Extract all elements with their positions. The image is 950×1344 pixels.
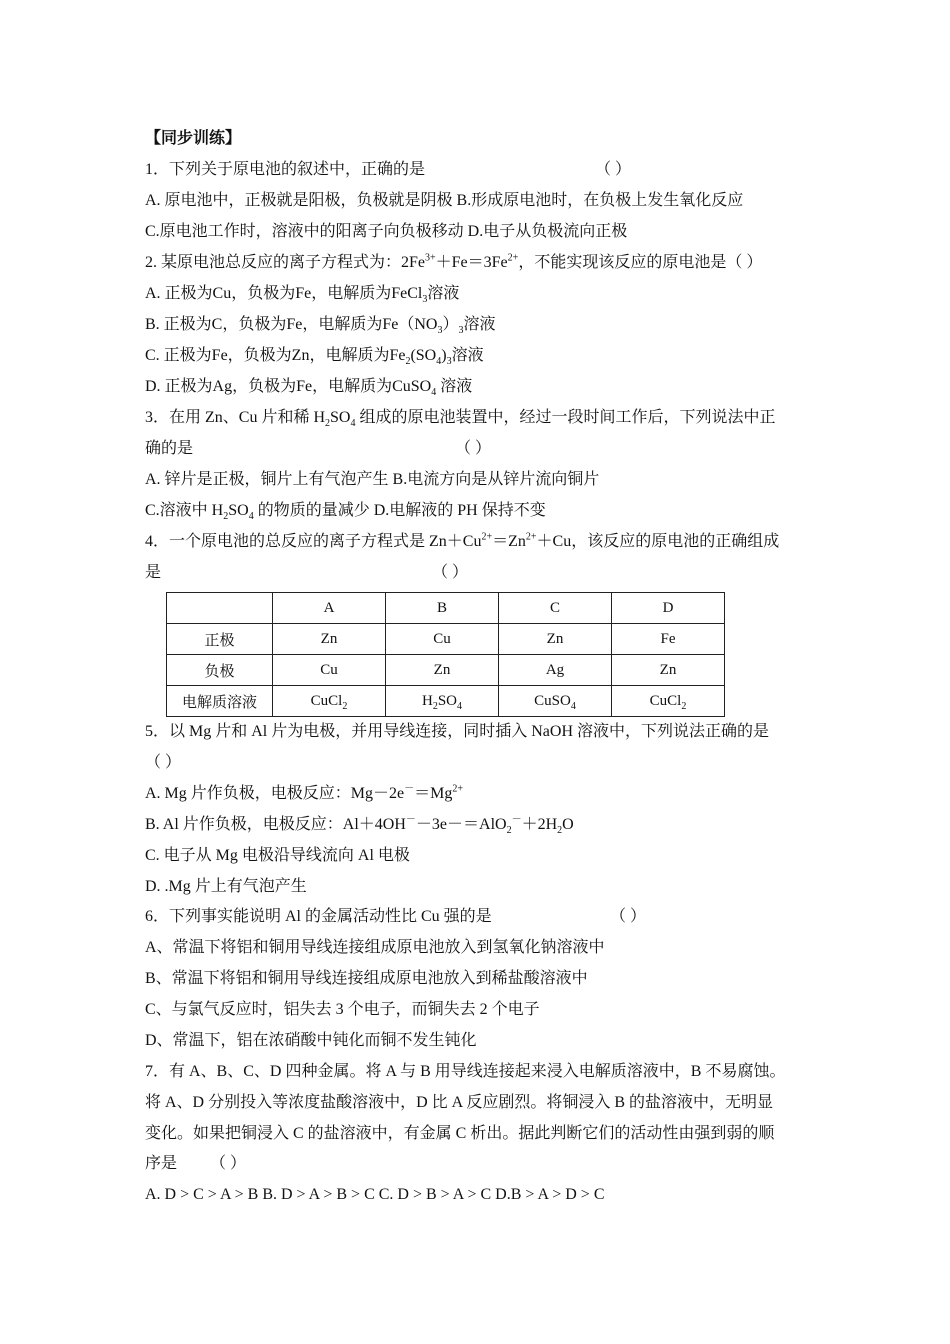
table-row — [167, 655, 725, 686]
q1-text: 1．下列关于原电池的叙述中，正确的是 — [145, 161, 426, 178]
q2-sup: 3+ — [425, 252, 436, 264]
q2-option-b: B. 正极为C，负极为Fe，电解质为$Fe(NO_3)_3$溶液 — [145, 316, 496, 337]
table-cell: Zn — [499, 624, 612, 655]
question-3-stem-cont: 确的是 （ ） — [145, 440, 492, 457]
q2-option-d: D. 正极为Ag，负极为Fe，电解质为CuSO$_4$ 溶液 — [145, 378, 473, 399]
question-1-stem — [145, 160, 632, 180]
q2-option-c: C. 正极为Fe，负极为Zn，电解质为$Fe_2(SO_4)_3$溶液 — [145, 347, 484, 368]
table-cell: Fe — [612, 624, 725, 655]
question-7-line-1: 7．有 A、B、C、D 四种金属。将 A 与 B 用导线连接起来浸入电解质溶液中，B 不易腐蚀。 — [145, 1063, 786, 1080]
question-5-stem: 5．以 Mg 片和 Al 片为电极，并用导线连接，同时插入 NaOH 溶液中，下列说法正确的是 — [145, 723, 769, 740]
q4-answer-bracket: （ ） — [432, 564, 469, 581]
q6-option-c: C、与氯气反应时，铝失去 3 个电子，而铜失去 2 个电子 — [145, 1001, 540, 1018]
q1-options-cd: C.原电池工作时，溶液中的阳离子向负极移动 D.电子从负极流向正极 — [145, 223, 628, 240]
question-7-line-3: 变化。如果把铜浸入 C 的盐溶液中，有金属 C 析出。据此判断它们的活动性由强到弱的顺 — [145, 1125, 775, 1142]
question-7-line-2: 将 A、D 分别投入等浓度盐酸溶液中，D 比 A 反应剧烈。将铜浸入 B 的盐溶液中，无明显 — [145, 1094, 774, 1111]
q1-answer-bracket: （ ） — [595, 161, 632, 178]
table-cell: Zn — [386, 655, 499, 686]
q2-text: 2. 某原电池总反应的离子方程式为：2Fe — [145, 254, 426, 271]
table-cell: CuCl$_2$ — [612, 686, 725, 717]
table-cell: Cu — [273, 655, 386, 686]
q2-text: ＋Fe＝3Fe — [435, 254, 508, 271]
table-cell: Ag — [499, 655, 612, 686]
table-cell: 负极 — [167, 655, 273, 686]
question-4-stem: 4．一个原电池的总反应的离子方程式是 $Zn+Cu^{2+}=Zn^{2+}+Cu$，该反应的原电池的正确组成 — [145, 531, 780, 550]
question-3-stem: 3．在用 Zn、Cu 片和稀 $H_2SO_4$ 组成的原电池装置中，经过一段时间工作后，下列说法中正 — [145, 409, 776, 430]
q5-option-c: C. 电子从 Mg 电极沿导线流向 Al 电极 — [145, 847, 410, 864]
q2-text: ，不能实现该反应的原电池是（ ） — [518, 254, 763, 271]
table-cell: A — [273, 593, 386, 624]
q6-option-d: D、常温下，铝在浓硝酸中钝化而铜不发生钝化 — [145, 1032, 477, 1049]
table-cell: D — [612, 593, 725, 624]
table-cell: C — [499, 593, 612, 624]
question-7-line-4: 序是 （ ） — [145, 1155, 247, 1172]
table-row — [167, 593, 725, 624]
q5-answer-bracket: （ ） — [145, 754, 182, 771]
q6-option-b: B、常温下将铝和铜用导线连接组成原电池放入到稀盐酸溶液中 — [145, 970, 588, 987]
q4-answer-table — [166, 592, 725, 717]
table-cell: Cu — [386, 624, 499, 655]
table-row — [167, 624, 725, 655]
question-2-stem — [145, 253, 762, 273]
table-cell: Zn — [612, 655, 725, 686]
table-cell: $H_2SO_4$ — [386, 686, 499, 717]
q2-sup: 2+ — [507, 252, 519, 264]
section-heading: 【同步训练】 — [145, 128, 242, 147]
q3-options-cd: C.溶液中 $H_2SO_4$ 的物质的量减少 D.电解液的 PH 保持不变 — [145, 502, 546, 523]
table-cell: Zn — [273, 624, 386, 655]
q5-option-a: A. Mg 片作负极，电极反应：$Mg-2e^-=Mg^{2+}$ — [145, 783, 463, 802]
question-4-stem-cont: 是 （ ） — [145, 564, 469, 581]
q1-options-ab: A. 原电池中，正极就是阳极，负极就是阴极 B.形成原电池时，在负极上发生氧化反应 — [145, 192, 744, 209]
table-cell — [167, 593, 273, 624]
q3-answer-bracket: （ ） — [455, 440, 492, 457]
table-row — [167, 686, 725, 717]
table-cell: 电解质溶液 — [167, 686, 273, 717]
table-cell: 正极 — [167, 624, 273, 655]
q2-option-a: A. 正极为Cu，负极为Fe，电解质为FeCl$_3$溶液 — [145, 285, 460, 306]
q3-options-ab: A. 锌片是正极，铜片上有气泡产生 B.电流方向是从锌片流向铜片 — [145, 471, 600, 488]
q6-option-a: A、常温下将铝和铜用导线连接组成原电池放入到氢氧化钠溶液中 — [145, 939, 605, 956]
q7-options: A. D > C > A > B B. D > A > B > C C. D > B > A > C D.B > A > D > C — [145, 1186, 605, 1203]
q7-answer-bracket: （ ） — [210, 1155, 247, 1172]
question-6-stem: 6．下列事实能说明 Al 的金属活动性比 Cu 强的是 （ ） — [145, 908, 647, 925]
q6-answer-bracket: （ ） — [610, 908, 647, 925]
table-cell: B — [386, 593, 499, 624]
q5-option-d: D. .Mg 片上有气泡产生 — [145, 878, 307, 895]
table-cell: CuCl$_2$ — [273, 686, 386, 717]
q5-option-b: B. Al 片作负极，电极反应：$Al+4OH^--3e-=AlO_2^-+2H_2O$ — [145, 814, 574, 837]
table-cell: CuSO$_4$ — [499, 686, 612, 717]
